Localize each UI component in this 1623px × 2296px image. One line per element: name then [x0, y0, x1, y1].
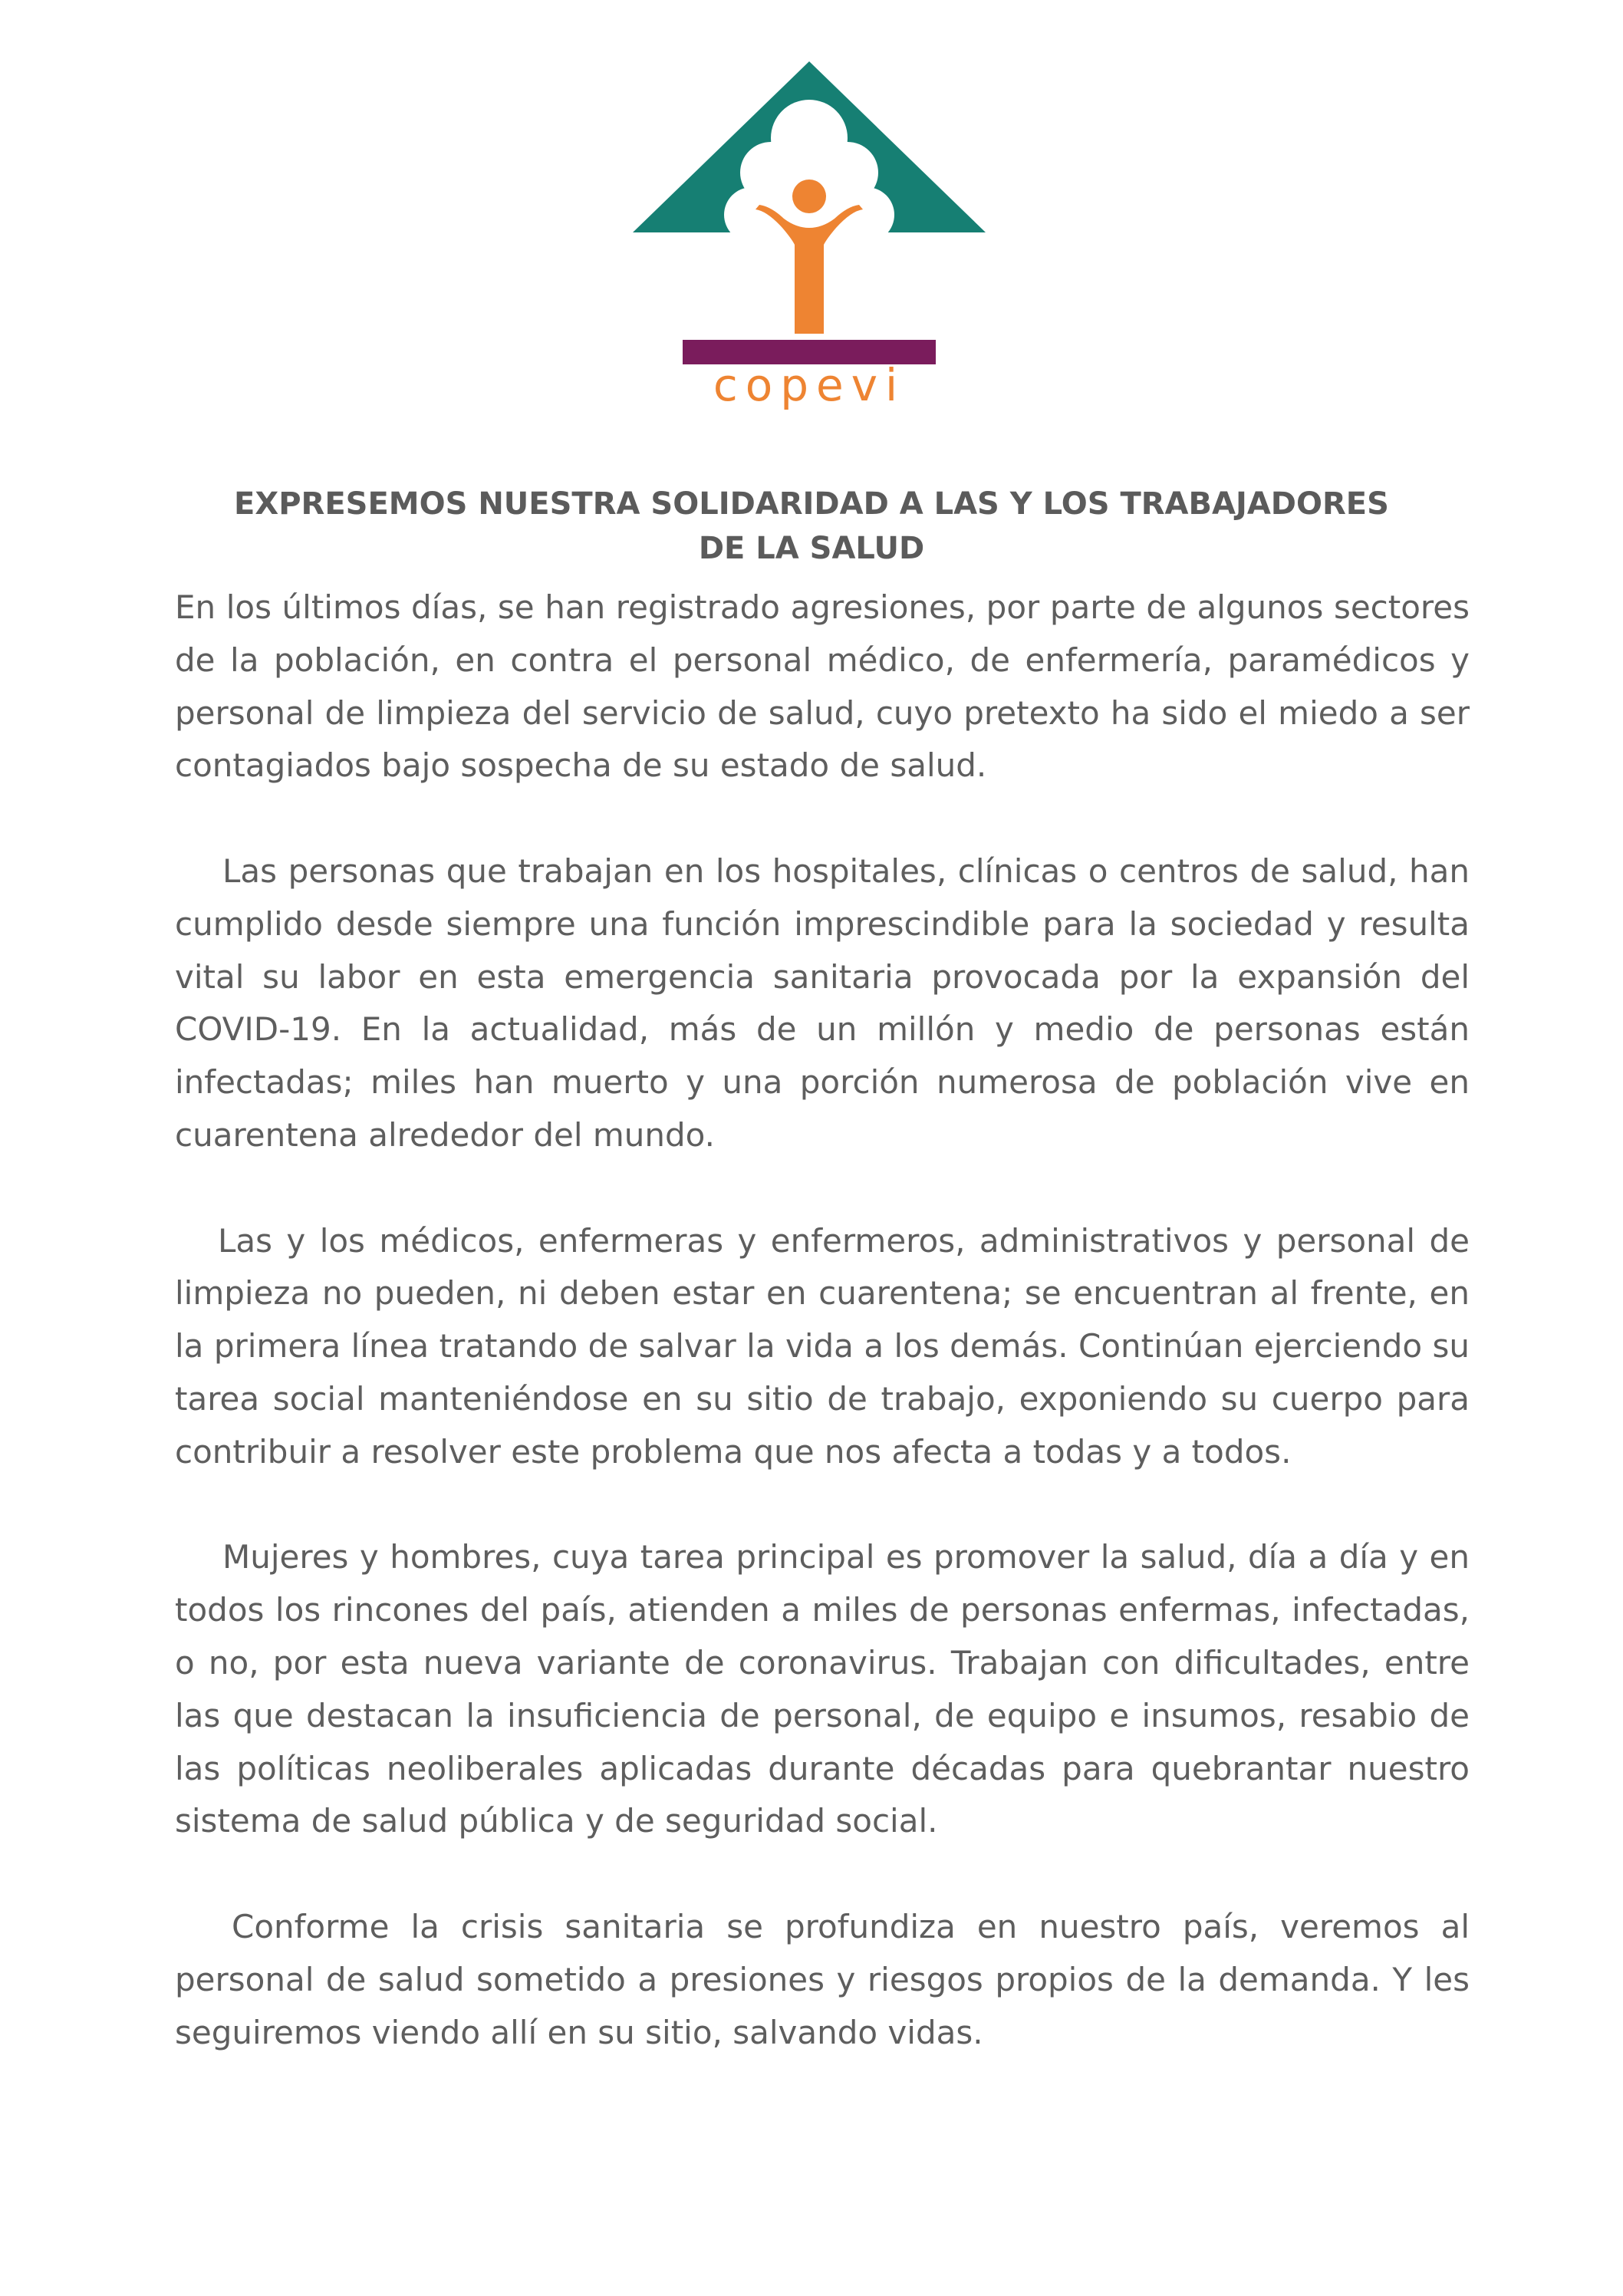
paragraph-3: Las y los médicos, enfermeras y enfermeros, administrativos y personal de limpieza no pueden, ni deben estar en cuarentena; se encuentran al frente, en la primera línea tratando de salvar la vida a los demás. Continúan ejerciendo su tarea social manteniéndose en su sitio de trabajo, exponiendo su cuerpo para contribuir a resolver este problema que nos afecta a todas y a todos.: [175, 1221, 1470, 1471]
copevi-logo: [629, 58, 989, 426]
paragraph-4: Mujeres y hombres, cuya tarea principal es promover la salud, día a día y en todos los rincones del país, atienden a miles de personas enfermas, infectadas, o no, por esta nueva variante de coronavirus. Trabajan con dificultades, entre las que destacan la insuficiencia de personal, de equipo e insumos, resabio de las políticas neoliberales aplicadas durante décadas para quebrantar nuestro sistema de salud pública y de seguridad social.: [175, 1538, 1470, 1840]
paragraph-2: Las personas que trabajan en los hospitales, clínicas o centros de salud, han cumplido desde siempre una función imprescindible para la sociedad y resulta vital su labor en esta emergencia sanitaria provocada por la expansión del COVID-19. En la actualidad, más de un millón y medio de personas están infectadas; miles han muerto y una porción numerosa de población vive en cuarentena alrededor del mundo.: [175, 852, 1470, 1154]
logo-wordmark: copevi: [713, 359, 906, 411]
logo-emblem: [629, 58, 989, 364]
paragraph-5: Conforme la crisis sanitaria se profundiza en nuestro país, veremos al personal de salud sometido a presiones y riesgos propios de la demanda. Y les seguiremos viendo allí en su sitio, salvando vidas.: [175, 1907, 1470, 2051]
document-body: [175, 581, 1470, 2112]
paragraph-1: En los últimos días, se han registrado agresiones, por parte de algunos sectores de la población, en contra el personal médico, de enfermería, paramédicos y personal de limpieza del servicio de salud, cuyo pretexto ha sido el miedo a ser contagiados bajo sospecha de su estado de salud.: [175, 588, 1470, 785]
document-title: EXPRESEMOS NUESTRA SOLIDARIDAD A LAS Y LOS TRABAJADORES DE LA SALUD: [234, 486, 1389, 566]
